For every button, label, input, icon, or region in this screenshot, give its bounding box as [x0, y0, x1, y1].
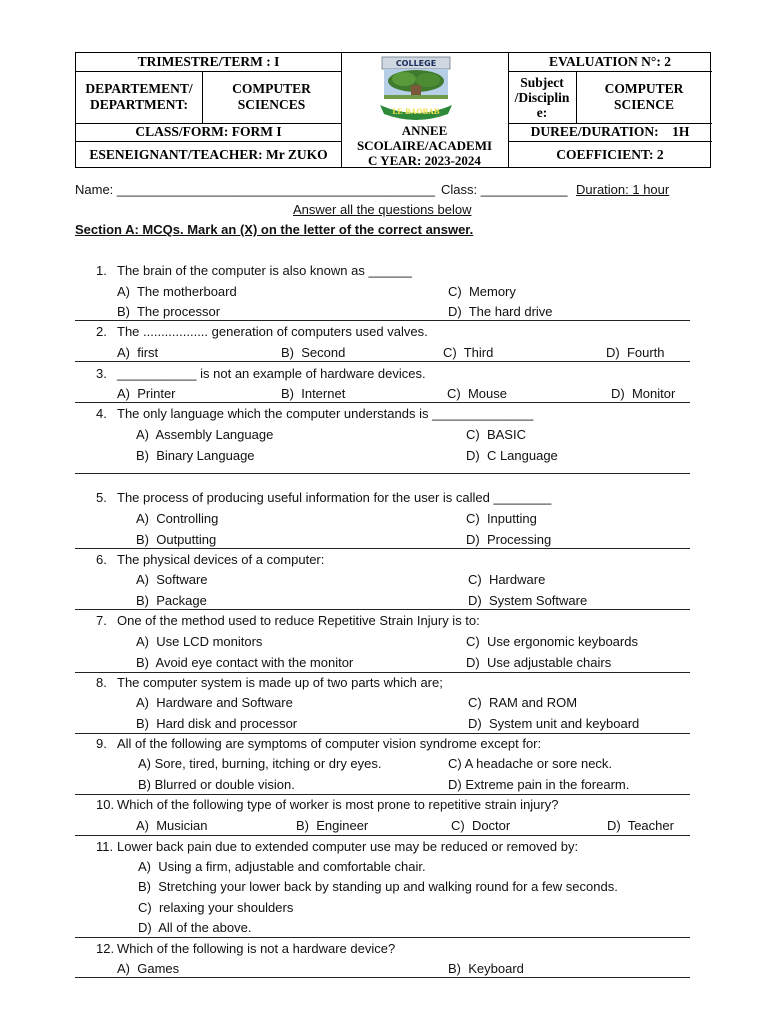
question-text: The .................. generation of computers used valves.	[117, 324, 428, 339]
option-b: B) Avoid eye contact with the monitor	[136, 655, 354, 670]
option-b: B) Outputting	[136, 532, 217, 547]
class-field: Class: ____________	[441, 182, 568, 197]
question-number: 11.	[96, 839, 114, 854]
option-c: C) Hardware	[468, 572, 546, 587]
question-number: 7.	[96, 613, 107, 628]
option-d: D) System Software	[468, 593, 588, 608]
question-separator	[75, 794, 690, 795]
option-d: D) C Language	[466, 448, 558, 463]
question-number: 8.	[96, 675, 107, 690]
option-c: C) Third	[443, 345, 494, 360]
question-text: The process of producing useful information for the user is called ________	[117, 490, 552, 505]
duration-note: Duration: 1 hour	[576, 182, 670, 197]
option-d: D) Use adjustable chairs	[466, 655, 612, 670]
option-a: A) The motherboard	[117, 284, 237, 299]
teacher-cell: ESENEIGNANT/TEACHER: Mr ZUKO	[89, 146, 328, 162]
department-value: COMPUTER SCIENCES	[232, 81, 311, 112]
question-separator	[75, 672, 690, 673]
option-c: C) Use ergonomic keyboards	[466, 634, 638, 649]
option-b: B) Engineer	[296, 818, 369, 833]
question-separator	[75, 548, 690, 549]
question-number: 6.	[96, 552, 107, 567]
question-text: The only language which the computer understands is ______________	[117, 406, 534, 421]
question-text: Which of the following is not a hardware device?	[117, 941, 396, 956]
question-number: 10.	[96, 797, 115, 812]
question-text: Which of the following type of worker is most prone to repetitive strain injury?	[117, 797, 559, 812]
question-separator	[75, 977, 690, 978]
option-c: C) Doctor	[451, 818, 511, 833]
question-text: One of the method used to reduce Repetitive Strain Injury is to:	[117, 613, 480, 628]
option-d: D) Processing	[466, 532, 552, 547]
student-name-field: Name: ____________________________________________	[75, 182, 436, 197]
instruction-text: Answer all the questions below	[293, 202, 472, 217]
option-c: C) Memory	[448, 284, 516, 299]
section-title: Section A: MCQs. Mark an (X) on the letter of the correct answer.	[75, 222, 474, 237]
option-a: A) Hardware and Software	[136, 695, 293, 710]
question-text: The physical devices of a computer:	[117, 552, 325, 567]
option-d: D) All of the above.	[138, 920, 252, 935]
option-d: D) The hard drive	[448, 304, 553, 319]
option-d: D) Extreme pain in the forearm.	[448, 777, 630, 792]
option-c: C) relaxing your shoulders	[138, 900, 294, 915]
question-separator	[75, 835, 690, 836]
college-logo	[376, 55, 456, 121]
question-separator	[75, 361, 690, 362]
question-number: 5.	[96, 490, 107, 505]
option-b: B) Package	[136, 593, 207, 608]
option-a: A) first	[117, 345, 159, 360]
option-b: B) Blurred or double vision.	[138, 777, 295, 792]
department-label: DEPARTEMENT/ DEPARTMENT:	[85, 81, 193, 112]
option-d: D) Fourth	[606, 345, 665, 360]
option-c: C) Inputting	[466, 511, 537, 526]
question-text: ___________ is not an example of hardware devices.	[117, 366, 426, 381]
question-number: 1.	[96, 263, 107, 278]
option-b: B) The processor	[117, 304, 221, 319]
logo-ribbon-text: LE BAOBAB	[392, 107, 440, 116]
question-number: 4.	[96, 406, 107, 421]
option-c: C) BASIC	[466, 427, 526, 442]
option-d: D) Monitor	[611, 386, 676, 401]
option-c: C) A headache or sore neck.	[448, 756, 613, 771]
question-separator	[75, 609, 690, 610]
question-number: 2.	[96, 324, 107, 339]
question-separator	[75, 937, 690, 938]
option-d: D) Teacher	[607, 818, 674, 833]
exam-header-table	[75, 52, 711, 168]
option-a: A) Games	[117, 961, 180, 976]
option-a: A) Controlling	[136, 511, 219, 526]
option-b: B) Hard disk and processor	[136, 716, 298, 731]
option-a: A) Using a firm, adjustable and comfortable chair.	[138, 859, 426, 874]
question-text: The brain of the computer is also known as ______	[117, 263, 412, 278]
option-b: B) Stretching your lower back by standing up and walking round for a few seconds.	[138, 879, 618, 894]
question-number: 3.	[96, 366, 107, 381]
option-b: B) Binary Language	[136, 448, 255, 463]
question-text: All of the following are symptoms of computer vision syndrome except for:	[117, 736, 542, 751]
option-a: A) Sore, tired, burning, itching or dry eyes.	[138, 756, 382, 771]
option-a: A) Assembly Language	[136, 427, 274, 442]
question-separator	[75, 733, 690, 734]
option-a: A) Musician	[136, 818, 208, 833]
coefficient-cell: COEFFICIENT: 2	[556, 146, 664, 162]
question-text: The computer system is made up of two parts which are;	[117, 675, 443, 690]
option-d: D) System unit and keyboard	[468, 716, 640, 731]
option-c: C) RAM and ROM	[468, 695, 578, 710]
option-b: B) Keyboard	[448, 961, 524, 976]
logo-banner-text: COLLEGE	[395, 59, 437, 68]
question-text: Lower back pain due to extended computer use may be reduced or removed by:	[117, 839, 579, 854]
subject-value: COMPUTER SCIENCE	[604, 81, 684, 112]
class-form-cell: CLASS/FORM: FORM I	[135, 124, 282, 139]
duration-cell: DUREE/DURATION: 1H	[530, 124, 690, 139]
option-b: B) Second	[281, 345, 346, 360]
option-a: A) Software	[136, 572, 208, 587]
question-number: 12.	[96, 941, 115, 956]
evaluation-cell: EVALUATION N°: 2	[549, 54, 671, 69]
question-number: 9.	[96, 736, 107, 751]
option-a: A) Use LCD monitors	[136, 634, 263, 649]
question-separator	[75, 402, 690, 403]
option-a: A) Printer	[117, 386, 176, 401]
question-separator	[75, 320, 690, 321]
option-b: B) Internet	[281, 386, 346, 401]
term-cell: TRIMESTRE/TERM : I	[137, 54, 280, 69]
question-separator	[75, 473, 690, 474]
option-c: C) Mouse	[447, 386, 507, 401]
subject-label: Subject /Disciplin e:	[514, 74, 570, 120]
academic-year-cell: ANNEE SCOLAIRE/ACADEMI C YEAR: 2023-2024	[356, 123, 493, 168]
